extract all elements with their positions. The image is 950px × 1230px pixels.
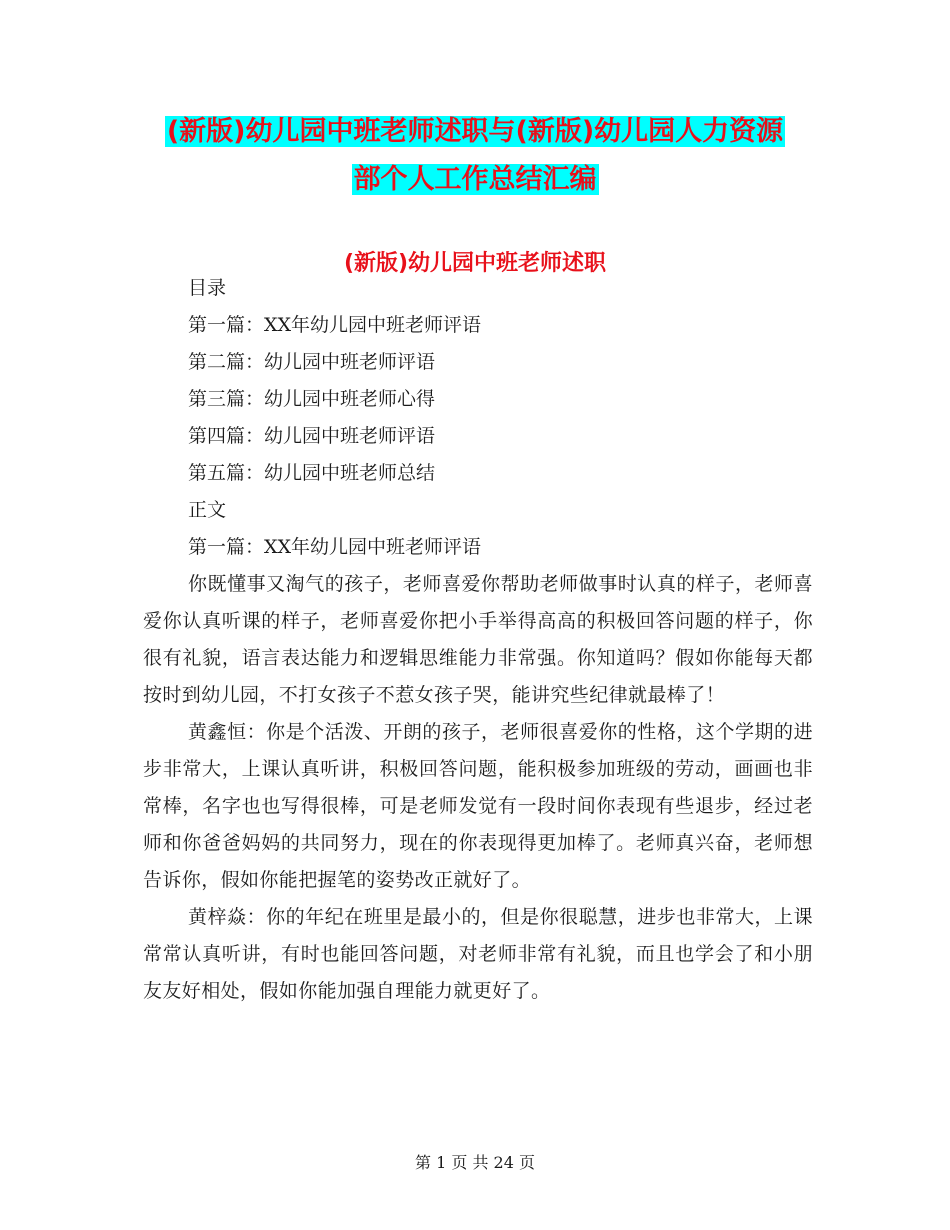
toc-item-1: 第一篇：XX年幼儿园中班老师评语 — [188, 314, 482, 336]
toc-item-5: 第五篇：幼儿园中班老师总结 — [188, 462, 436, 484]
chapter-heading: 第一篇：XX年幼儿园中班老师评语 — [188, 536, 482, 558]
body-heading: 正文 — [188, 499, 227, 521]
toc-item-2: 第二篇：幼儿园中班老师评语 — [188, 351, 436, 373]
title-line-1 — [0, 108, 950, 156]
body-text — [143, 566, 813, 1010]
toc-item-3: 第三篇：幼儿园中班老师心得 — [188, 388, 436, 410]
title-line-2 — [0, 156, 950, 204]
table-of-contents — [188, 270, 481, 566]
paragraph: 黄鑫恒：你是个活泼、开朗的孩子，老师很喜爱你的性格，这个学期的进步非常大，上课认真听讲，积极回答问题，能积极参加班级的劳动，画画也非常棒，名字也也写得很棒，可是老师发觉有一段时间你表现有些退步，经过老师和你爸爸妈妈的共同努力，现在的你表现得更加棒了。老师真兴奋，老师想告诉你，假如你能把握笔的姿势改正就好了。 — [143, 721, 813, 891]
paragraph: 黄梓焱：你的年纪在班里是最小的，但是你很聪慧，进步也非常大，上课常常认真听讲，有时也能回答问题，对老师非常有礼貌，而且也学会了和小朋友友好相处，假如你能加强自理能力就更好了。 — [143, 906, 813, 1002]
title-line-1-text: (新版)幼儿园中班老师述职与(新版)幼儿园人力资源 — [166, 116, 784, 147]
toc-item-4: 第四篇：幼儿园中班老师评语 — [188, 425, 436, 447]
toc-heading: 目录 — [188, 277, 227, 299]
document-title — [0, 108, 950, 204]
page-footer: 第 1 页 共 24 页 — [415, 1153, 535, 1172]
title-line-2-text: 部个人工作总结汇编 — [353, 164, 597, 195]
section-title: (新版)幼儿园中班老师述职 — [343, 251, 607, 276]
paragraph: 你既懂事又淘气的孩子，老师喜爱你帮助老师做事时认真的样子，老师喜爱你认真听课的样子，老师喜爱你把小手举得高高的积极回答问题的样子，你很有礼貌，语言表达能力和逻辑思维能力非常强。你知道吗？假如你能每天都按时到幼儿园，不打女孩子不惹女孩子哭，能讲究些纪律就最棒了！ — [143, 573, 813, 706]
